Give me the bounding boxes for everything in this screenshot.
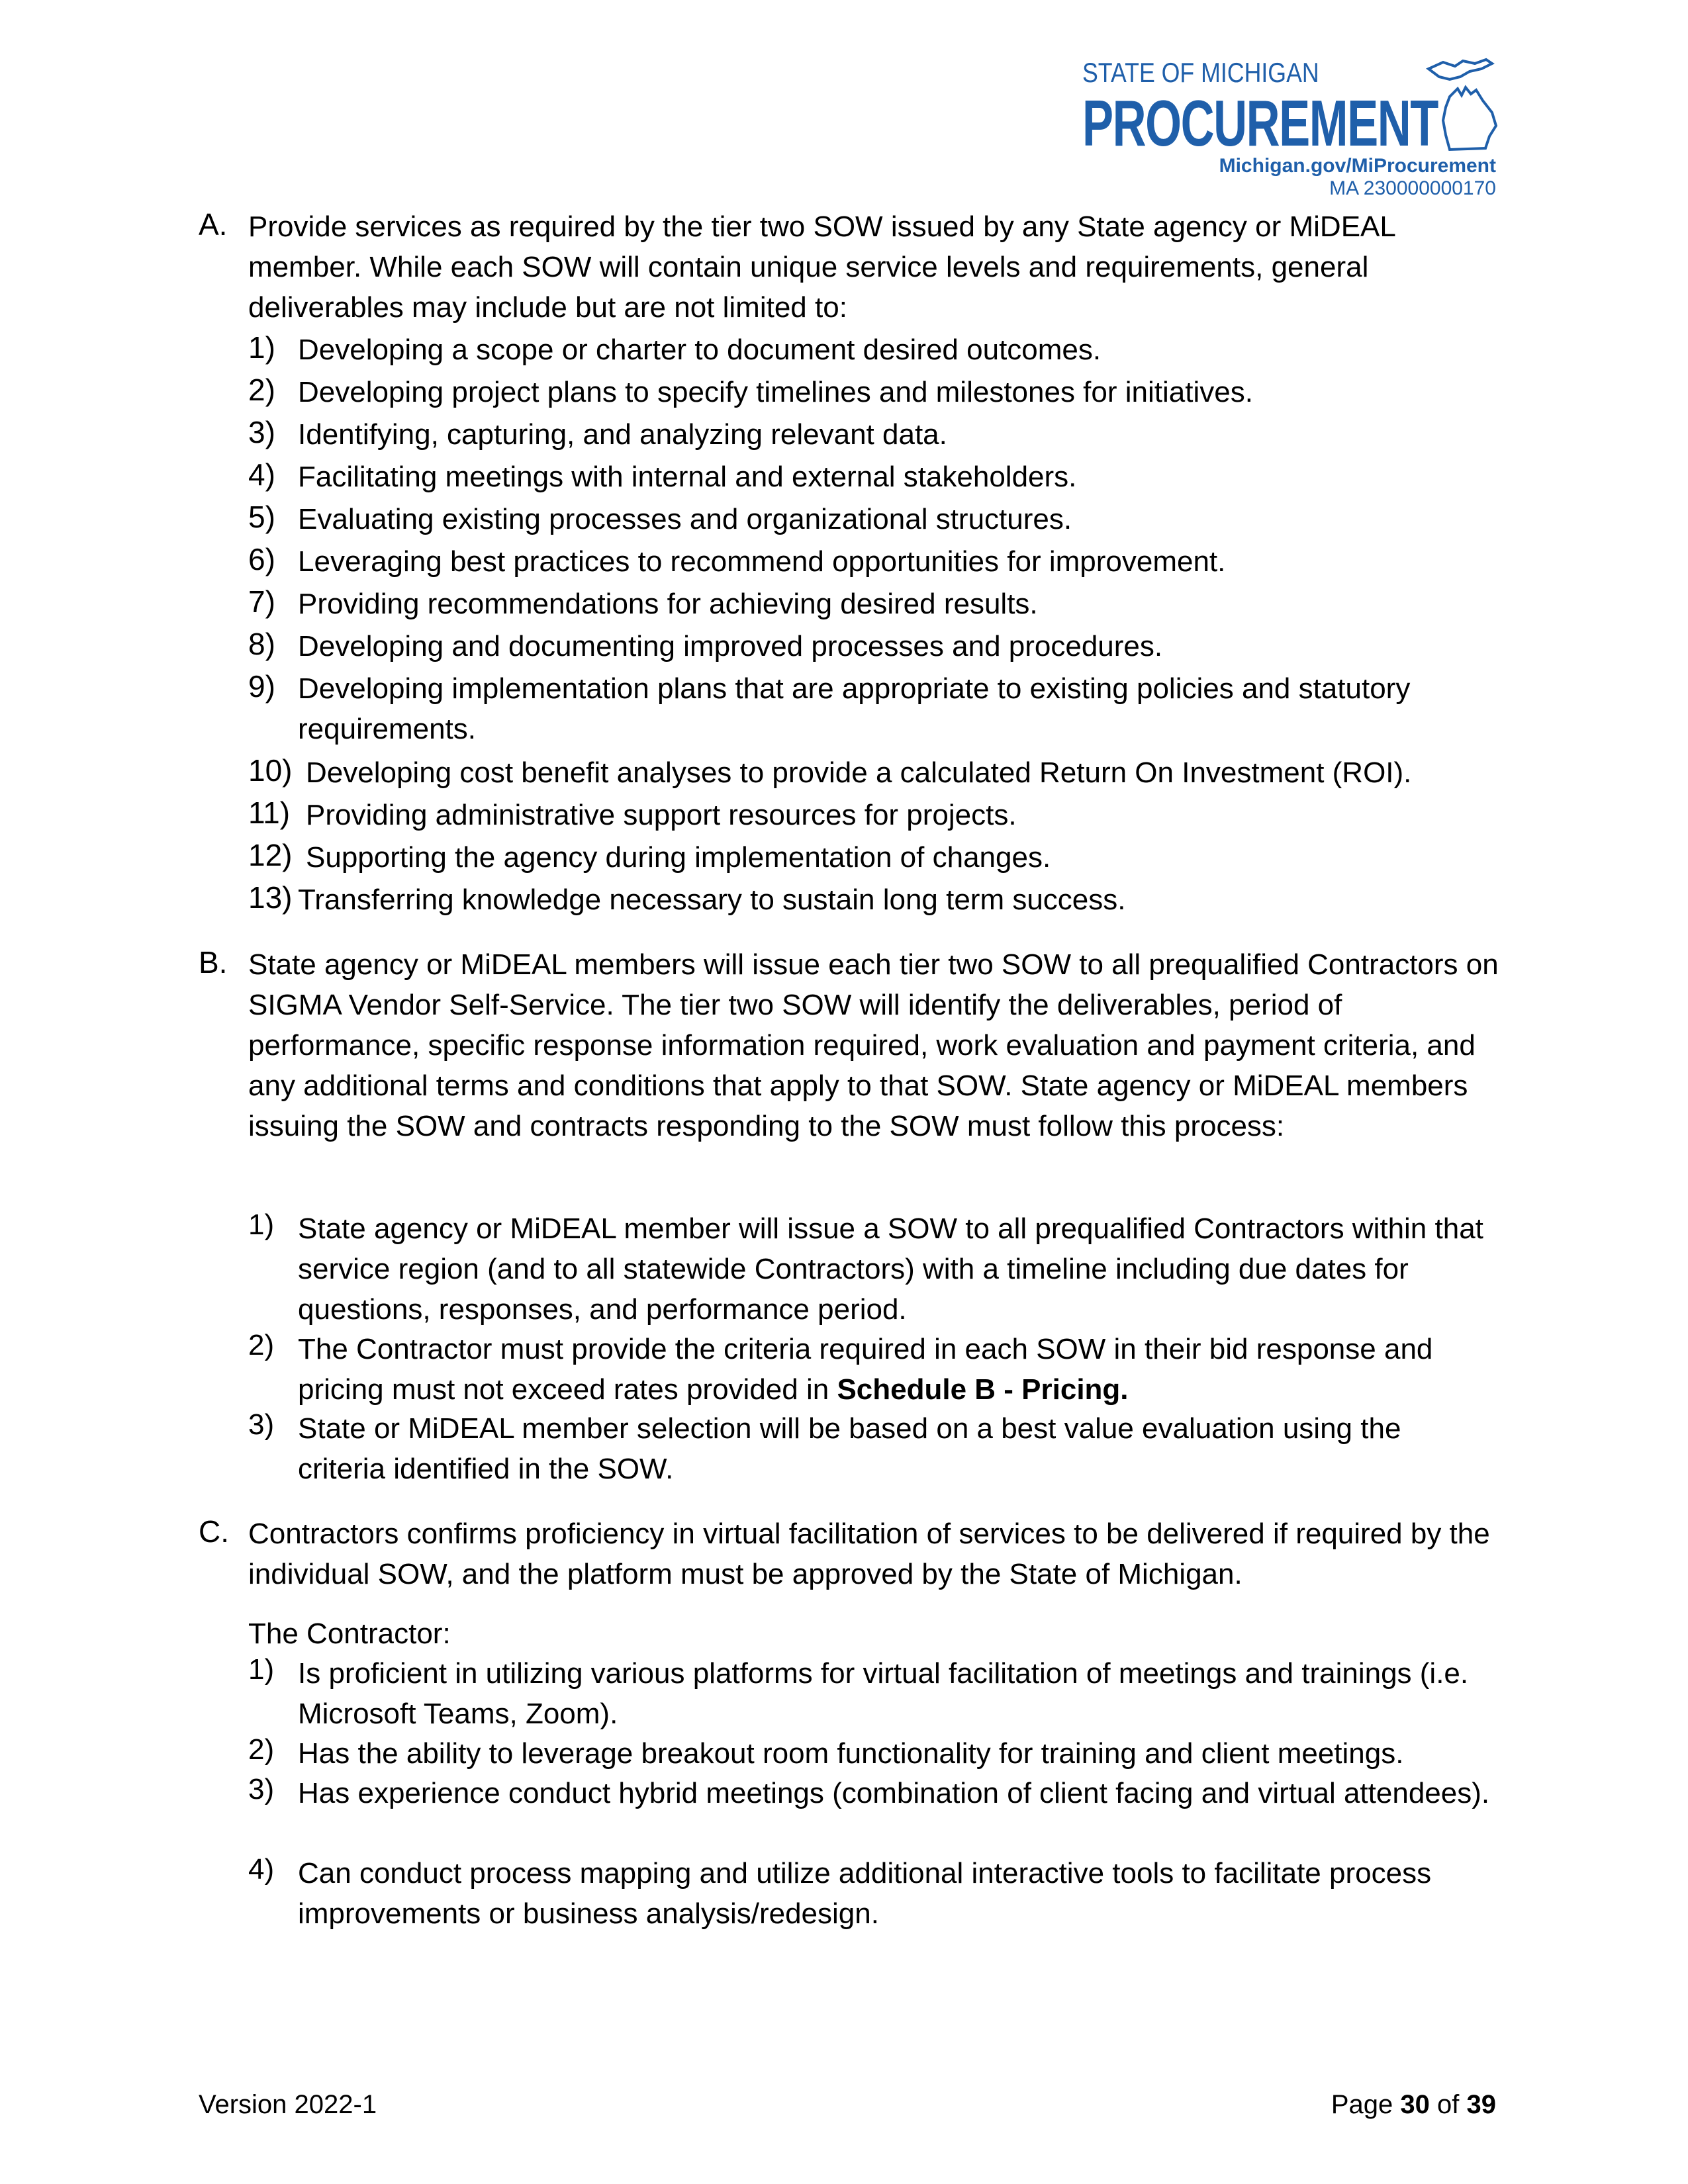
list-item: Can conduct process mapping and utilize additional interactive tools to facilitate process improvements or business analysis/redesign.: [298, 1857, 1432, 1930]
list-item-number: 6): [248, 542, 275, 576]
list-item-number: 5): [248, 500, 275, 534]
list-item-number: 2): [248, 1733, 275, 1766]
list-item-number: 3): [248, 415, 275, 449]
list-item-number: 3): [248, 1408, 275, 1441]
section-a-intro: Provide services as required by the tier two SOW issued by any State agency or MiDEAL member. While each SOW will contain unique service levels and requirements, general deliverables may include but are not limited to:: [248, 210, 1395, 324]
list-item: Has experience conduct hybrid meetings (combination of client facing and virtual attendees).: [298, 1777, 1490, 1809]
list-item-number: 9): [248, 669, 275, 704]
list-item: Providing administrative support resources for projects.: [306, 799, 1017, 831]
section-b-intro: State agency or MiDEAL members will issue each tier two SOW to all prequalified Contractors on SIGMA Vendor Self-Service. The tier two SOW will identify the deliverables, period of performance, specific response information required, work evaluation and payment criteria, and any additional terms and conditions that apply to that SOW. State agency or MiDEAL members issuing the SOW and contracts responding to the SOW must follow this process:: [248, 948, 1499, 1142]
footer-version: Version 2022-1: [199, 2090, 377, 2119]
page-current: 30: [1400, 2090, 1430, 2119]
list-item-number: 2): [248, 373, 275, 407]
list-item: Providing recommendations for achieving desired results.: [298, 588, 1038, 620]
ma-number: MA 230000000170: [1329, 177, 1496, 199]
list-item: [298, 1329, 1496, 1410]
logo-url-text: Michigan.gov/MiProcurement: [1219, 155, 1496, 177]
list-item: Is proficient in utilizing various platforms for virtual facilitation of meetings and trainings (i.e. Microsoft Teams, Zoom).: [298, 1657, 1469, 1730]
list-item: Leveraging best practices to recommend opportunities for improvement.: [298, 545, 1226, 578]
list-item-number: 4): [248, 1853, 275, 1886]
section-a-letter: A.: [199, 207, 228, 242]
page-of: of: [1429, 2090, 1467, 2119]
section-c-letter: C.: [199, 1514, 229, 1549]
list-item: Evaluating existing processes and organizational structures.: [298, 503, 1072, 535]
list-item-number: 3): [248, 1773, 275, 1805]
list-item: Transferring knowledge necessary to sustain long term success.: [298, 884, 1126, 916]
list-item-number: 1): [248, 330, 275, 365]
list-item-number: 8): [248, 627, 275, 661]
list-item: State or MiDEAL member selection will be based on a best value evaluation using the criteria identified in the SOW.: [298, 1412, 1401, 1485]
list-item: State agency or MiDEAL member will issue a SOW to all prequalified Contractors within that service region (and to all statewide Contractors) with a timeline including due dates for questions, responses, and performance period.: [298, 1212, 1483, 1326]
list-item: Supporting the agency during implementation of changes.: [306, 841, 1051, 874]
list-item-number: 7): [248, 584, 275, 619]
michigan-map-icon: [1423, 57, 1499, 153]
logo-state-text: STATE OF MICHIGAN: [1082, 57, 1319, 88]
footer-page-number: [1331, 2090, 1496, 2120]
page-prefix: Page: [1331, 2090, 1401, 2119]
section-c-intro: Contractors confirms proficiency in virtual facilitation of services to be delivered if required by the individual SOW, and the platform must be approved by the State of Michigan.: [248, 1518, 1490, 1590]
list-item: Developing cost benefit analyses to provide a calculated Return On Investment (ROI).: [306, 756, 1412, 789]
list-item-number: 12): [248, 838, 293, 872]
list-item-number: 11): [248, 796, 291, 830]
list-item-number: 13): [248, 880, 293, 915]
list-item-number: 1): [248, 1653, 275, 1686]
list-item-number: 1): [248, 1208, 275, 1241]
list-item: Identifying, capturing, and analyzing relevant data.: [298, 418, 947, 451]
list-item: Developing and documenting improved processes and procedures.: [298, 630, 1163, 662]
list-item-number: 2): [248, 1329, 275, 1361]
section-b-letter: B.: [199, 945, 228, 979]
list-item: Developing a scope or charter to document desired outcomes.: [298, 334, 1102, 366]
page-total: 39: [1466, 2090, 1496, 2119]
list-item: Developing implementation plans that are appropriate to existing policies and statutory requirements.: [298, 672, 1411, 745]
list-item-number: 10): [248, 753, 293, 788]
list-item-text: The Contractor must provide the criteria required in each SOW in their bid response and pricing must not exceed rates provided in: [298, 1333, 1433, 1406]
logo-procurement-text: PROCUREMENT: [1082, 87, 1438, 159]
section-c-sub-intro: The Contractor:: [248, 1617, 451, 1650]
list-item-number: 4): [248, 457, 275, 492]
schedule-b-pricing-ref: Schedule B - Pricing.: [837, 1373, 1129, 1406]
list-item: Developing project plans to specify timelines and milestones for initiatives.: [298, 376, 1253, 408]
list-item: Facilitating meetings with internal and external stakeholders.: [298, 461, 1077, 493]
list-item: Has the ability to leverage breakout room functionality for training and client meetings.: [298, 1737, 1404, 1770]
